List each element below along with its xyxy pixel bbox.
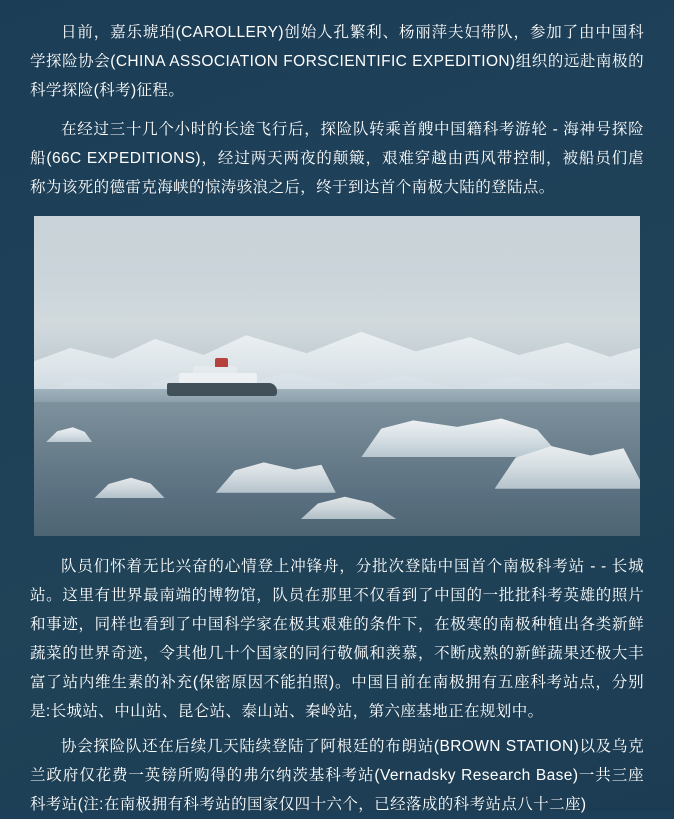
expedition-ship-icon: [167, 362, 277, 396]
paragraph-4: 协会探险队还在后续几天陆续登陆了阿根廷的布朗站(BROWN STATION)以及乌克兰政府仅花费一英镑所购得的弗尔纳茨基科考站(Vernadsky Research Base)一共三座科考站(注:在南极拥有科考站的国家仅四十六个，已经落成的科考站点八十二座): [30, 738, 644, 813]
antarctica-expedition-photo: [34, 216, 640, 536]
paragraph-1: 日前，嘉乐琥珀(CAROLLERY)创始人孔繁利、杨丽萍夫妇带队，参加了由中国科学探险协会(CHINA ASSOCIATION FORSCIENTIFIC EXPEDITION)组织的远赴南极的科学探险(科考)征程。: [30, 24, 644, 99]
paragraph-2: 在经过三十几个小时的长途飞行后，探险队转乘首艘中国籍科考游轮 - 海神号探险船(66C EXPEDITIONS)，经过两天两夜的颠簸，艰难穿越由西风带控制，被船员们虐称为该死的德雷克海峡的惊涛骇浪之后，终于到达首个南极大陆的登陆点。: [30, 121, 644, 196]
photo-container: [30, 216, 644, 536]
paragraph-3: 队员们怀着无比兴奋的心情登上冲锋舟，分批次登陆中国首个南极科考站 - - 长城站。这里有世界最南端的博物馆，队员在那里不仅看到了中国的一批批科考英雄的照片和事迹，同样也看到了中国科学家在极其艰难的条件下，在极寒的南极种植出各类新鲜蔬菜的世界奇迹，令其他几十个国家的同行敬佩和羡慕，不断成熟的新鲜蔬果还极大丰富了站内维生素的补充(保密原因不能拍照)。中国目前在南极拥有五座科考站点，分别是:长城站、中山站、昆仑站、泰山站、秦岭站，第六座基地正在规划中。: [30, 558, 644, 720]
